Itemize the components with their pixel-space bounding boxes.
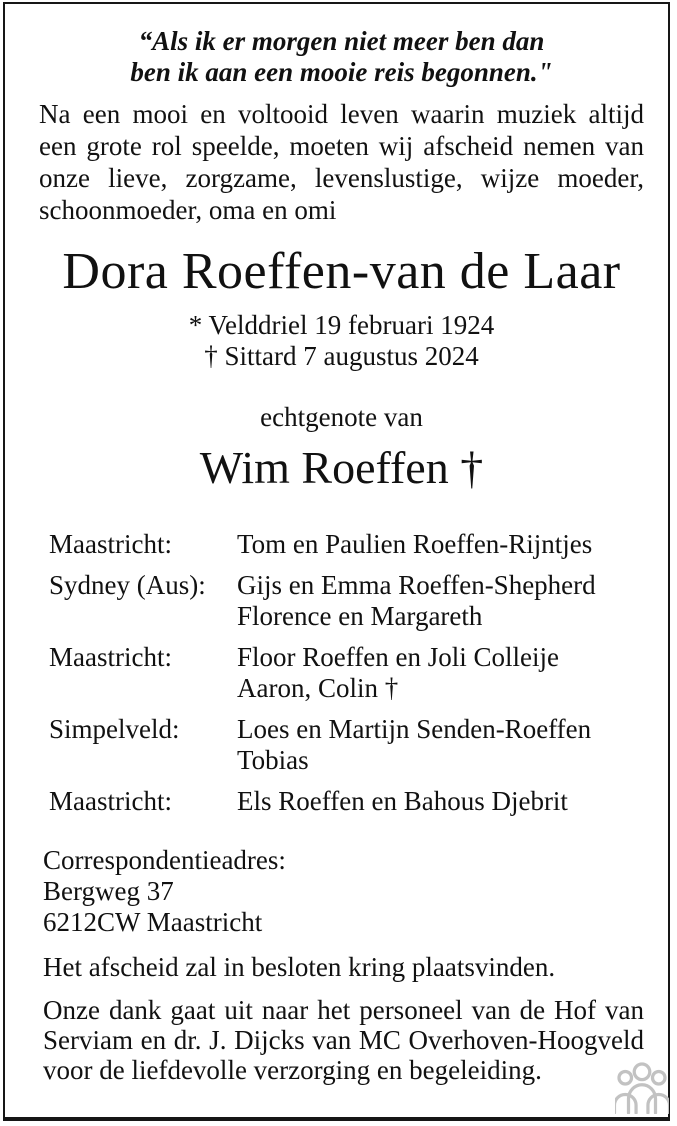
family-name-line: Gijs en Emma Roeffen-Shepherd (237, 570, 596, 600)
family-row (49, 786, 644, 817)
family-place: Simpelveld: (49, 714, 180, 744)
family-name-line: Els Roeffen en Bahous Djebrit (237, 786, 568, 816)
family-name-line: Aaron, Colin † (237, 673, 399, 703)
correspondence-city: 6212CW Maastricht (43, 907, 263, 937)
family-place: Maastricht: (49, 786, 172, 816)
correspondence-street: Bergweg 37 (43, 876, 174, 906)
family-list (49, 529, 644, 817)
death-line: † Sittard 7 augustus 2024 (204, 341, 479, 371)
family-row (49, 714, 644, 776)
family-row (49, 529, 644, 560)
family-name-line: Tobias (237, 745, 309, 775)
family-names (237, 786, 644, 817)
family-row (49, 570, 644, 632)
family-name-line: Tom en Paulien Roeffen-Rijntjes (237, 529, 593, 559)
obituary-frame (3, 2, 670, 1121)
thanks-paragraph: Onze dank gaat uit naar het personeel van de Hof van Serviam en dr. J. Dijcks van MC Overhoven-Hoogveld voor de liefdevolle verzorging en begeleiding. (43, 995, 644, 1085)
family-place: Maastricht: (49, 642, 172, 672)
family-names (237, 642, 644, 704)
family-row (49, 642, 644, 704)
family-place: Maastricht: (49, 529, 172, 559)
birth-line: * Velddriel 19 februari 1924 (188, 310, 495, 340)
family-names (237, 570, 644, 632)
quote-line-2: ben ik aan een mooie reis begonnen." (130, 57, 553, 87)
correspondence-block (43, 845, 644, 938)
relation-line: echtgenote van (260, 402, 423, 432)
correspondence-label: Correspondentieadres: (43, 845, 286, 875)
deceased-name: Dora Roeffen-van de Laar (62, 243, 621, 300)
family-names (237, 714, 644, 776)
family-names (237, 529, 644, 560)
family-name-line: Floor Roeffen en Joli Colleije (237, 642, 559, 672)
intro-paragraph: Na een mooi en voltooid leven waarin muziek altijd een grote rol speelde, moeten wij afscheid nemen van onze lieve, zorgzame, levenslustige, wijze moeder, schoonmoeder, oma en omi (39, 99, 644, 225)
spouse-name: Wim Roeffen † (199, 442, 484, 493)
life-dates (39, 310, 644, 372)
family-place: Sydney (Aus): (49, 570, 206, 600)
family-name-line: Florence en Margareth (237, 601, 483, 631)
quote-line-1: “Als ik er morgen niet meer ben dan (138, 26, 545, 56)
family-name-line: Loes en Martijn Senden-Roeffen (237, 714, 592, 744)
memorial-quote (39, 26, 644, 88)
farewell-line: Het afscheid zal in besloten kring plaatsvinden. (43, 952, 556, 982)
